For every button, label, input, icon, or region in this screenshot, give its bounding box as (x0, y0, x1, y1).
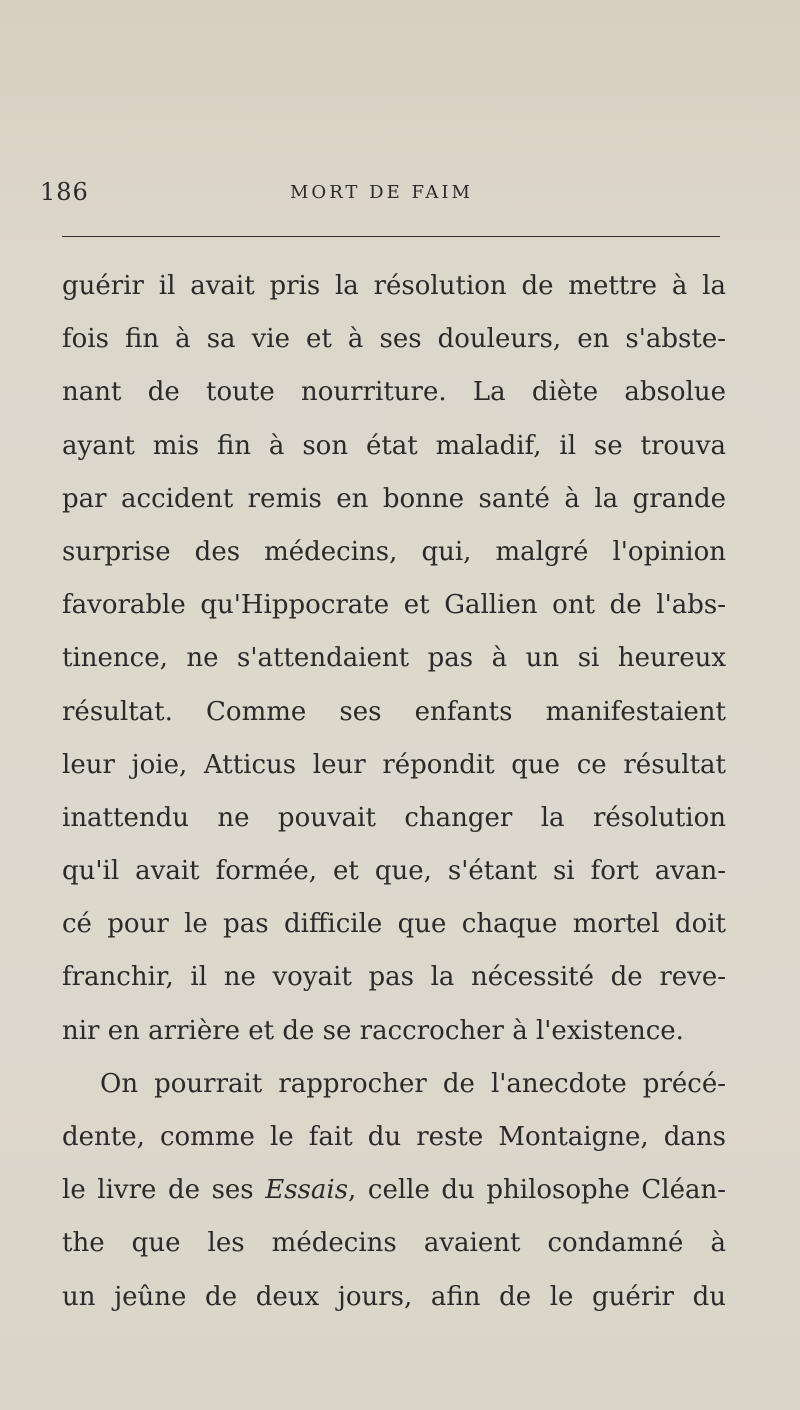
text-line: guérir il avait pris la résolution de mettre à la (62, 271, 726, 301)
text-line: the que les médecins avaient condamné à (62, 1228, 726, 1259)
book-title-essais: Essais (265, 1175, 349, 1206)
text-line: leur joie, Atticus leur répondit que ce résultat (62, 749, 726, 780)
text-line: ayant mis fin à son état maladif, il se trouva (62, 430, 726, 461)
text-line: un jeûne de deux jours, afin de le guérir du (62, 1281, 726, 1312)
text-line: On pourrait rapprocher de l'anecdote précé- (100, 1068, 726, 1099)
running-title: MORT DE FAIM (290, 182, 473, 203)
text-line: par accident remis en bonne santé à la grande (62, 483, 726, 514)
text-span: , celle du philosophe Cléan- (348, 1175, 726, 1206)
text-span: le livre de ses (62, 1175, 266, 1206)
text-line: favorable qu'Hippocrate et Gallien ont de l'abs- (62, 590, 726, 621)
text-line: nant de toute nourriture. La diète absolue (62, 377, 726, 408)
text-line (62, 1164, 726, 1217)
body-text (62, 260, 726, 1324)
text-line: tinence, ne s'attendaient pas à un si heureux (62, 643, 726, 674)
text-line: nir en arrière et de se raccrocher à l'existence. (62, 1015, 684, 1046)
text-line: franchir, il ne voyait pas la nécessité de reve- (62, 962, 726, 993)
page-number: 186 (40, 178, 89, 206)
running-head (40, 178, 720, 218)
text-line: résultat. Comme ses enfants manifestaient (62, 696, 726, 727)
text-line: qu'il avait formée, et que, s'étant si fort avan- (62, 856, 726, 887)
text-line: surprise des médecins, qui, malgré l'opinion (62, 536, 726, 567)
text-line: cé pour le pas difficile que chaque mortel doit (62, 909, 726, 940)
paragraph-1 (62, 260, 726, 1058)
text-line: inattendu ne pouvait changer la résolution (62, 802, 726, 833)
paragraph-2 (62, 1058, 726, 1324)
text-line: dente, comme le fait du reste Montaigne, dans (62, 1122, 726, 1152)
text-line: fois fin à sa vie et à ses douleurs, en s'abste- (62, 324, 726, 355)
header-rule (62, 236, 720, 237)
